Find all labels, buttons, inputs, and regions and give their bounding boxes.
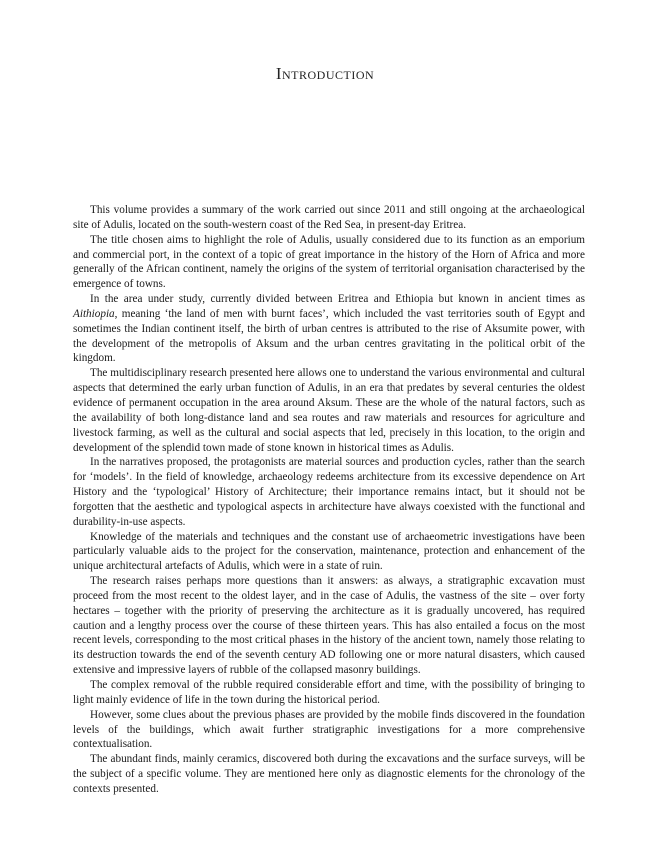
paragraph [73, 292, 585, 366]
paragraph-text: , meaning ‘the land of men with burnt faces’, which included the vast territories south of Egypt and sometimes the Indian continent itself, the birth of urban centres is attributed to the rise of Aksumite power, with the development of the metropolis of Aksum and the urban centres gravitating in the political orbit of the kingdom. [73, 307, 585, 365]
body-text [73, 203, 585, 797]
paragraph: The research raises perhaps more questions than it answers: as always, a stratigraphic excavation must proceed from the most recent to the oldest layer, and in the case of Adulis, the vastness of the site – over forty hectares – together with the priority of preserving the architecture as it is gradually uncovered, has required caution and a lengthy process over the course of these thirteen years. This has also entailed a focus on the most recent levels, corresponding to the most critical phases in the history of the ancient town, namely those relating to its destruction towards the end of the seventh century AD following one or more natural disasters, which caused extensive and impressive layers of rubble of the collapsed masonry buildings. [73, 575, 585, 677]
paragraph: The abundant finds, mainly ceramics, discovered both during the excavations and the surface surveys, will be the subject of a specific volume. They are mentioned here only as diagnostic elements for the chronology of the contexts presented. [73, 753, 585, 795]
paragraph-text: In the area under study, currently divided between Eritrea and Ethiopia but known in ancient times as [90, 293, 585, 306]
paragraph: However, some clues about the previous phases are provided by the mobile finds discovered in the foundation levels of the buildings, which await further stratigraphic investigations for a more comprehensive contextualisation. [73, 708, 585, 751]
paragraph: The multidisciplinary research presented here allows one to understand the various environmental and cultural aspects that determined the early urban function of Adulis, in an era that predates by several centuries the oldest evidence of permanent occupation in the area around Aksum. These are the whole of the natural factors, such as the availability of both long-distance land and sea routes and raw materials and resources for agriculture and livestock farming, as well as the cultural and social aspects that led, precisely in this location, to the origin and development of the splendid town made of stone known in historical times as Adulis. [73, 367, 585, 454]
paragraph: The complex removal of the rubble required considerable effort and time, with the possibility of bringing to light mainly evidence of life in the town during the historical period. [73, 679, 585, 706]
paragraph: The title chosen aims to highlight the role of Adulis, usually considered due to its function as an emporium and commercial port, in the context of a topic of great importance in the history of the Horn of Africa and more generally of the African continent, namely the origins of the system of territorial organisation characterised by the emergence of towns. [73, 233, 585, 291]
italic-term: Aithiopia [73, 307, 115, 320]
paragraph: In the narratives proposed, the protagonists are material sources and production cycles, rather than the search for ‘models’. In the field of knowledge, archaeology redeems architecture from its excessive dependence on Art History and the ‘typological’ History of Architecture; their importance remains intact, but it should not be forgotten that the aesthetic and typological aspects in architecture have always coexisted with the functional and durability-in-use aspects. [73, 456, 585, 528]
paragraph: Knowledge of the materials and techniques and the constant use of archaeometric investigations have been particularly valuable aids to the project for the conservation, maintenance, protection and enhancement of the unique architectural artefacts of Adulis, which were in a state of ruin. [73, 530, 585, 573]
paragraph: This volume provides a summary of the work carried out since 2011 and still ongoing at the archaeological site of Adulis, located on the south-western coast of the Red Sea, in present-day Eritrea. [73, 204, 585, 231]
chapter-title: Introduction [275, 64, 375, 83]
